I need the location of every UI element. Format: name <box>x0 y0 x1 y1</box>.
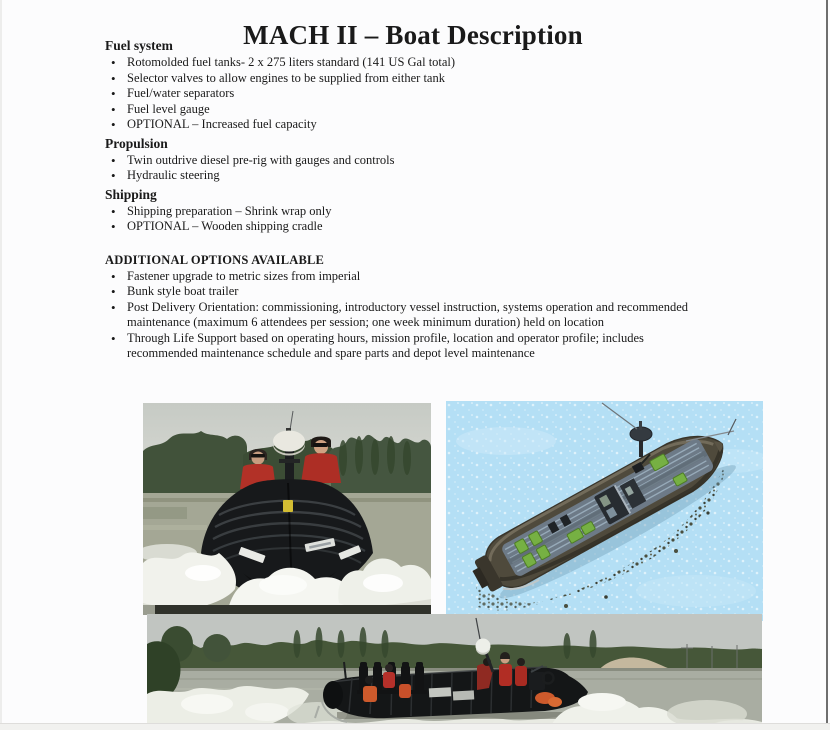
bullet-list-fuel-system <box>105 55 705 133</box>
section-heading-shipping: Shipping <box>105 186 157 202</box>
bullet-list-additional-options <box>105 269 705 362</box>
section-shipping <box>105 187 705 235</box>
section-heading-additional-options: ADDITIONAL OPTIONS AVAILABLE <box>105 252 325 267</box>
bow-view-photo <box>143 403 431 615</box>
list-item: • Fuel/water separators <box>105 86 705 102</box>
list-item: • Selector valves to allow engines to be supplied from either tank <box>105 71 705 87</box>
list-item: • OPTIONAL – Increased fuel capacity <box>105 117 705 133</box>
list-item: • Fastener upgrade to metric sizes from imperial <box>105 269 705 285</box>
aerial-render-photo <box>446 401 763 621</box>
section-additional-options <box>105 252 705 362</box>
side-view-illustration <box>147 614 762 730</box>
list-item: • Bunk style boat trailer <box>105 284 705 300</box>
window-bottom-strip <box>0 723 830 730</box>
list-item: • Through Life Support based on operating hours, mission profile, location and operator profile; includes recommended maintenance schedule and spare parts and depot level maintenance <box>105 331 705 362</box>
section-heading-propulsion: Propulsion <box>105 135 168 151</box>
list-item: • Shipping preparation – Shrink wrap only <box>105 204 705 220</box>
list-item: • Hydraulic steering <box>105 168 705 184</box>
window-left-edge <box>0 0 2 730</box>
aerial-render-illustration <box>446 401 763 621</box>
side-view-photo <box>147 614 762 730</box>
page-title: MACH II – Boat Description <box>243 20 583 51</box>
bullet-list-shipping <box>105 204 705 235</box>
window-right-border <box>826 0 828 730</box>
bow-view-illustration <box>143 403 431 615</box>
section-fuel-system <box>105 38 705 133</box>
list-item: • OPTIONAL – Wooden shipping cradle <box>105 219 705 235</box>
bullet-list-propulsion <box>105 153 705 184</box>
list-item: • Post Delivery Orientation: commissioning, introductory vessel instruction, systems operation and recommended maintenance (maximum 6 attendees per session; one week minimum duration) held on location <box>105 300 705 331</box>
section-propulsion <box>105 136 705 184</box>
list-item: • Rotomolded fuel tanks- 2 x 275 liters standard (141 US Gal total) <box>105 55 705 71</box>
section-heading-fuel-system: Fuel system <box>105 38 173 53</box>
list-item: • Fuel level gauge <box>105 102 705 118</box>
description-text-block <box>105 35 705 362</box>
list-item: • Twin outdrive diesel pre-rig with gauges and controls <box>105 153 705 169</box>
